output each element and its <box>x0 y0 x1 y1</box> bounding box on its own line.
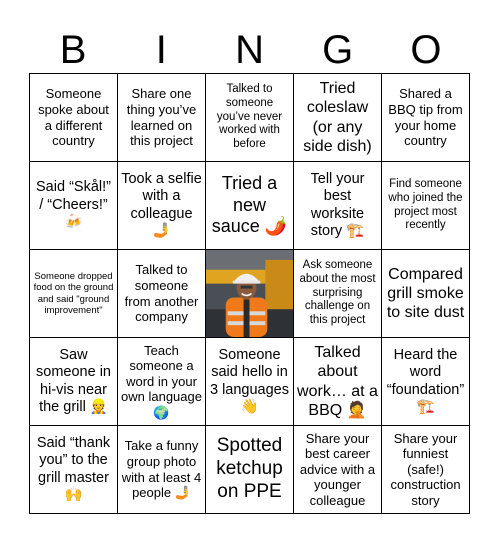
bingo-cell[interactable] <box>206 426 294 514</box>
cell-text: Share your funniest (safe!) construction story <box>390 430 461 508</box>
bingo-cell[interactable] <box>206 74 294 162</box>
bingo-cell[interactable] <box>294 74 382 162</box>
bingo-cell[interactable] <box>30 250 118 338</box>
bingo-grid <box>29 73 470 514</box>
bingo-cell[interactable] <box>382 426 470 514</box>
header-letter-n: N <box>235 28 264 72</box>
cell-text: Tried coleslaw (or any side dish) <box>303 80 372 155</box>
cell-text: Find someone who joined the project most recently <box>388 177 463 232</box>
bingo-cell[interactable] <box>30 338 118 426</box>
bingo-cell[interactable] <box>382 338 470 426</box>
cell-text: Take a funny group photo with at least 4 people 🤳 <box>121 438 202 501</box>
bingo-cell[interactable] <box>382 250 470 338</box>
cell-text: Someone dropped food on the ground and said "ground improvement" <box>33 270 114 316</box>
cell-text: Talked about work… at a BBQ 🤦 <box>297 344 378 419</box>
cell-text: Said “Skål!” / “Cheers!” 🍻 <box>36 179 111 231</box>
bingo-cell[interactable] <box>30 74 118 162</box>
header-letter-b: B <box>59 28 87 72</box>
free-space-photo[interactable] <box>206 250 294 338</box>
cell-text: Tell your best worksite story 🏗️ <box>310 170 365 239</box>
cell-text: Talked to someone you’ve never worked with before <box>216 83 283 151</box>
cell-text: Share one thing you’ve learned on this project <box>126 86 197 149</box>
cell-text: Tried a new sauce 🌶️ <box>211 173 288 237</box>
bingo-cell[interactable] <box>118 338 206 426</box>
bingo-cell[interactable] <box>118 250 206 338</box>
cell-text: Someone said hello in 3 languages 👋 <box>209 346 289 415</box>
bingo-cell[interactable] <box>382 74 470 162</box>
bingo-cell[interactable] <box>382 162 470 250</box>
bingo-cell[interactable] <box>294 426 382 514</box>
header-letter-o: O <box>410 28 442 72</box>
cell-text: Shared a BBQ tip from your home country <box>388 86 463 149</box>
cell-text: Spotted ketchup on PPE <box>216 435 283 502</box>
bingo-cell[interactable] <box>294 338 382 426</box>
bingo-cell[interactable] <box>294 250 382 338</box>
bingo-cell[interactable] <box>206 162 294 250</box>
cell-text: Took a selfie with a colleague 🤳 <box>121 170 202 239</box>
cell-text: Said “thank you” to the grill master 🙌 <box>36 434 111 503</box>
cell-text: Talked to someone from another company <box>124 262 199 325</box>
cell-text: Share your best career advice with a younger colleague <box>299 430 376 508</box>
cell-text: Compared grill smoke to site dust <box>386 265 465 322</box>
bingo-cell[interactable] <box>118 74 206 162</box>
cell-text: Teach someone a word in your own language 🌍 <box>121 342 202 420</box>
bingo-cell[interactable] <box>30 426 118 514</box>
bingo-cell[interactable] <box>118 162 206 250</box>
header-letter-g: G <box>322 28 354 72</box>
cell-text: Saw someone in hi-vis near the grill 👷 <box>36 346 111 415</box>
bingo-cell[interactable] <box>206 338 294 426</box>
cell-text: Heard the word “foundation” 🏗️ <box>386 346 465 415</box>
bingo-cell[interactable] <box>294 162 382 250</box>
bingo-cell[interactable] <box>118 426 206 514</box>
header-letter-i: I <box>155 28 167 72</box>
cell-text: Ask someone about the most surprising challenge on this project <box>299 259 376 327</box>
bingo-cell[interactable] <box>30 162 118 250</box>
construction-worker-photo <box>206 250 293 337</box>
cell-text: Someone spoke about a different country <box>38 86 109 149</box>
bingo-header <box>29 26 470 74</box>
